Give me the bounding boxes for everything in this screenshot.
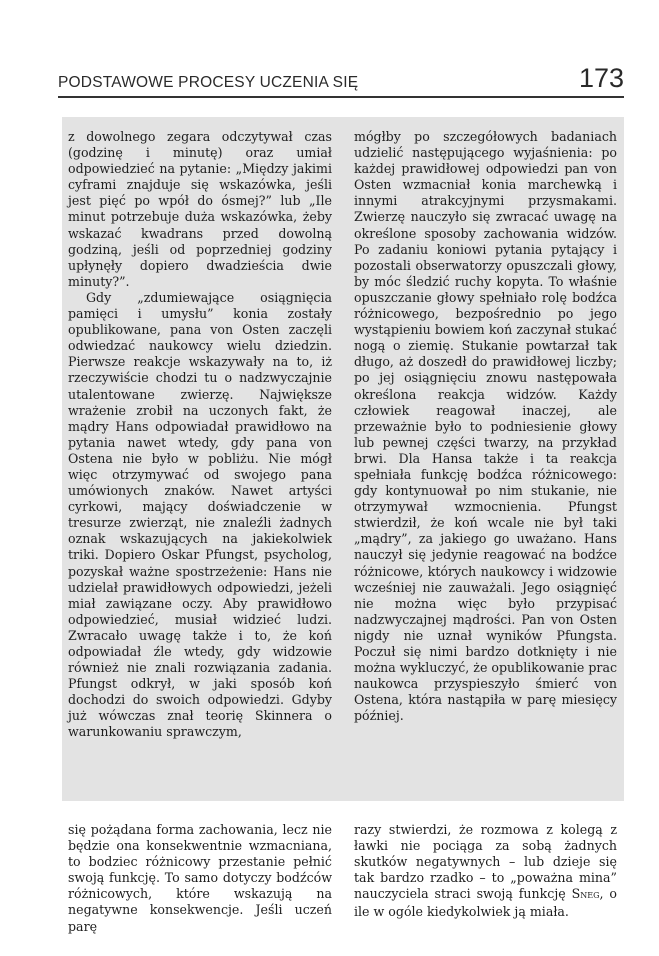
page-number: 173: [578, 63, 624, 93]
subscript-neg: NEG: [580, 891, 600, 901]
paragraph: się pożądana forma zachowania, lecz nie będzie ona konsekwentnie wzmacniana, to bodziec różnicowy przestanie pełnić swoją funkcję. To samo dotyczy bodźców różnicowych, które wskazują na negatywne konsekwencje. Jeśli uczeń parę: [68, 822, 332, 934]
header-rule: [58, 96, 624, 98]
chapter-title: PODSTAWOWE PROCESY UCZENIA SIĘ: [58, 74, 359, 91]
body-column-right: [354, 822, 617, 921]
box-column-left: [68, 129, 332, 741]
paragraph: Gdy „zdumiewające osiągnięcia pamięci i umysłu” konia zostały opublikowane, pana von Osten zaczęli odwiedzać naukowcy wielu dziedzin. Pierwsze reakcje wskazywały na to, iż rzeczywiście chodzi tu o nadzwyczajnie utalentowane zwierzę. Największe wrażenie zrobił na uczonych fakt, że mądry Hans odpowiadał prawidłowo na pytania nawet wtedy, gdy pana von Ostena nie było w pobliżu. Nie mógł więc otrzymywać od swojego pana umówionych znaków. Nawet artyści cyrkowi, mający doświadczenie w tresurze zwierząt, nie znaleźli żadnych oznak wskazujących na jakiekolwiek triki. Dopiero Oskar Pfungst, psycholog, pozyskał ważne spostrzeżenie: Hans nie udzielał prawidłowych odpowiedzi, jeżeli miał zawiązane oczy. Aby prawidłowo odpowiedzieć, musiał widzieć ludzi. Zwracało uwagę także i to, że koń odpowiadał źle wtedy, gdy widzowie również nie znali rozwiązania zadania. Pfungst odkrył, w jaki sposób koń dochodzi do swoich odpowiedzi. Gdyby już wówczas znał teorię Skinnera o warunkowaniu sprawczym,: [68, 289, 332, 740]
paragraph: mógłby po szczegółowych badaniach udzielić następującego wyjaśnienia: po każdej prawidłowej odpowiedzi pan von Osten wzmacniał konia marchewką i innymi atrakcyjnymi przysmakami. Zwierzę nauczyło się zwracać uwagę na określone sposoby zachowania widzów. Po zadaniu koniowi pytania pytający i pozostali obserwatorzy opuszczali głowy, by móc śledzić ruchy kopyta. To właśnie opuszczanie głowy spełniało rolę bodźca różnicowego, bezpośrednio po jego wystąpieniu bowiem koń zaczynał stukać nogą o ziemię. Stukanie powtarzał tak długo, aż doszedł do prawidłowej liczby; po jej osiągnięciu znowu następowała określona reakcja widzów. Każdy człowiek reagował inaczej, ale przeważnie było to podniesienie głowy lub pewnej części twarzy, na przykład brwi. Dla Hansa także i ta reakcja spełniała funkcję bodźca różnicowego: gdy kontynuował po nim stukanie, nie otrzymywał wzmocnienia. Pfungst stwierdził, że koń wcale nie był taki „mądry”, za jakiego go uważano. Hans nauczył się jedynie reagować na bodźce różnicowe, których naukowcy i widzowie wcześniej nie zauważali. Jego osiągnięć nie można więc było przypisać nadzwyczajnej mądrości. Pan von Osten nigdy nie uznał wyników Pfungsta. Poczuł się nimi bardzo dotknięty i nie można wykluczyć, że opublikowanie prac naukowca przyspieszyło śmierć von Ostena, która nastąpiła w parę miesięcy później.: [354, 129, 618, 724]
box-column-right: [354, 129, 617, 724]
text-run: , o ile w ogóle kiedykolwiek ją miała.: [354, 886, 617, 920]
text-run: razy stwierdzi, że rozmowa z kolegą z ławki nie pociąga za sobą żadnych skutków negatywnych – lub dzieje się tak bardzo rzadko – to „poważna mina” nauczyciela straci swoją funkcję S: [354, 822, 617, 902]
running-header: [58, 64, 624, 98]
paragraph: [354, 822, 617, 921]
paragraph: z dowolnego zegara odczytywał czas (godzinę i minutę) oraz umiał odpowiedzieć na pytanie: „Między jakimi cyframi znajduje się wskazówka, jeśli jest pięć po wpół do ósmej?” lub „Ile minut potrzebuje duża wskazówka, żeby wskazać kwadrans przed dowolną godziną, jeśli od poprzedniej godziny upłynęły dopiero dwadzieścia dwie minuty?”.: [68, 129, 332, 289]
body-column-left: [68, 822, 332, 935]
